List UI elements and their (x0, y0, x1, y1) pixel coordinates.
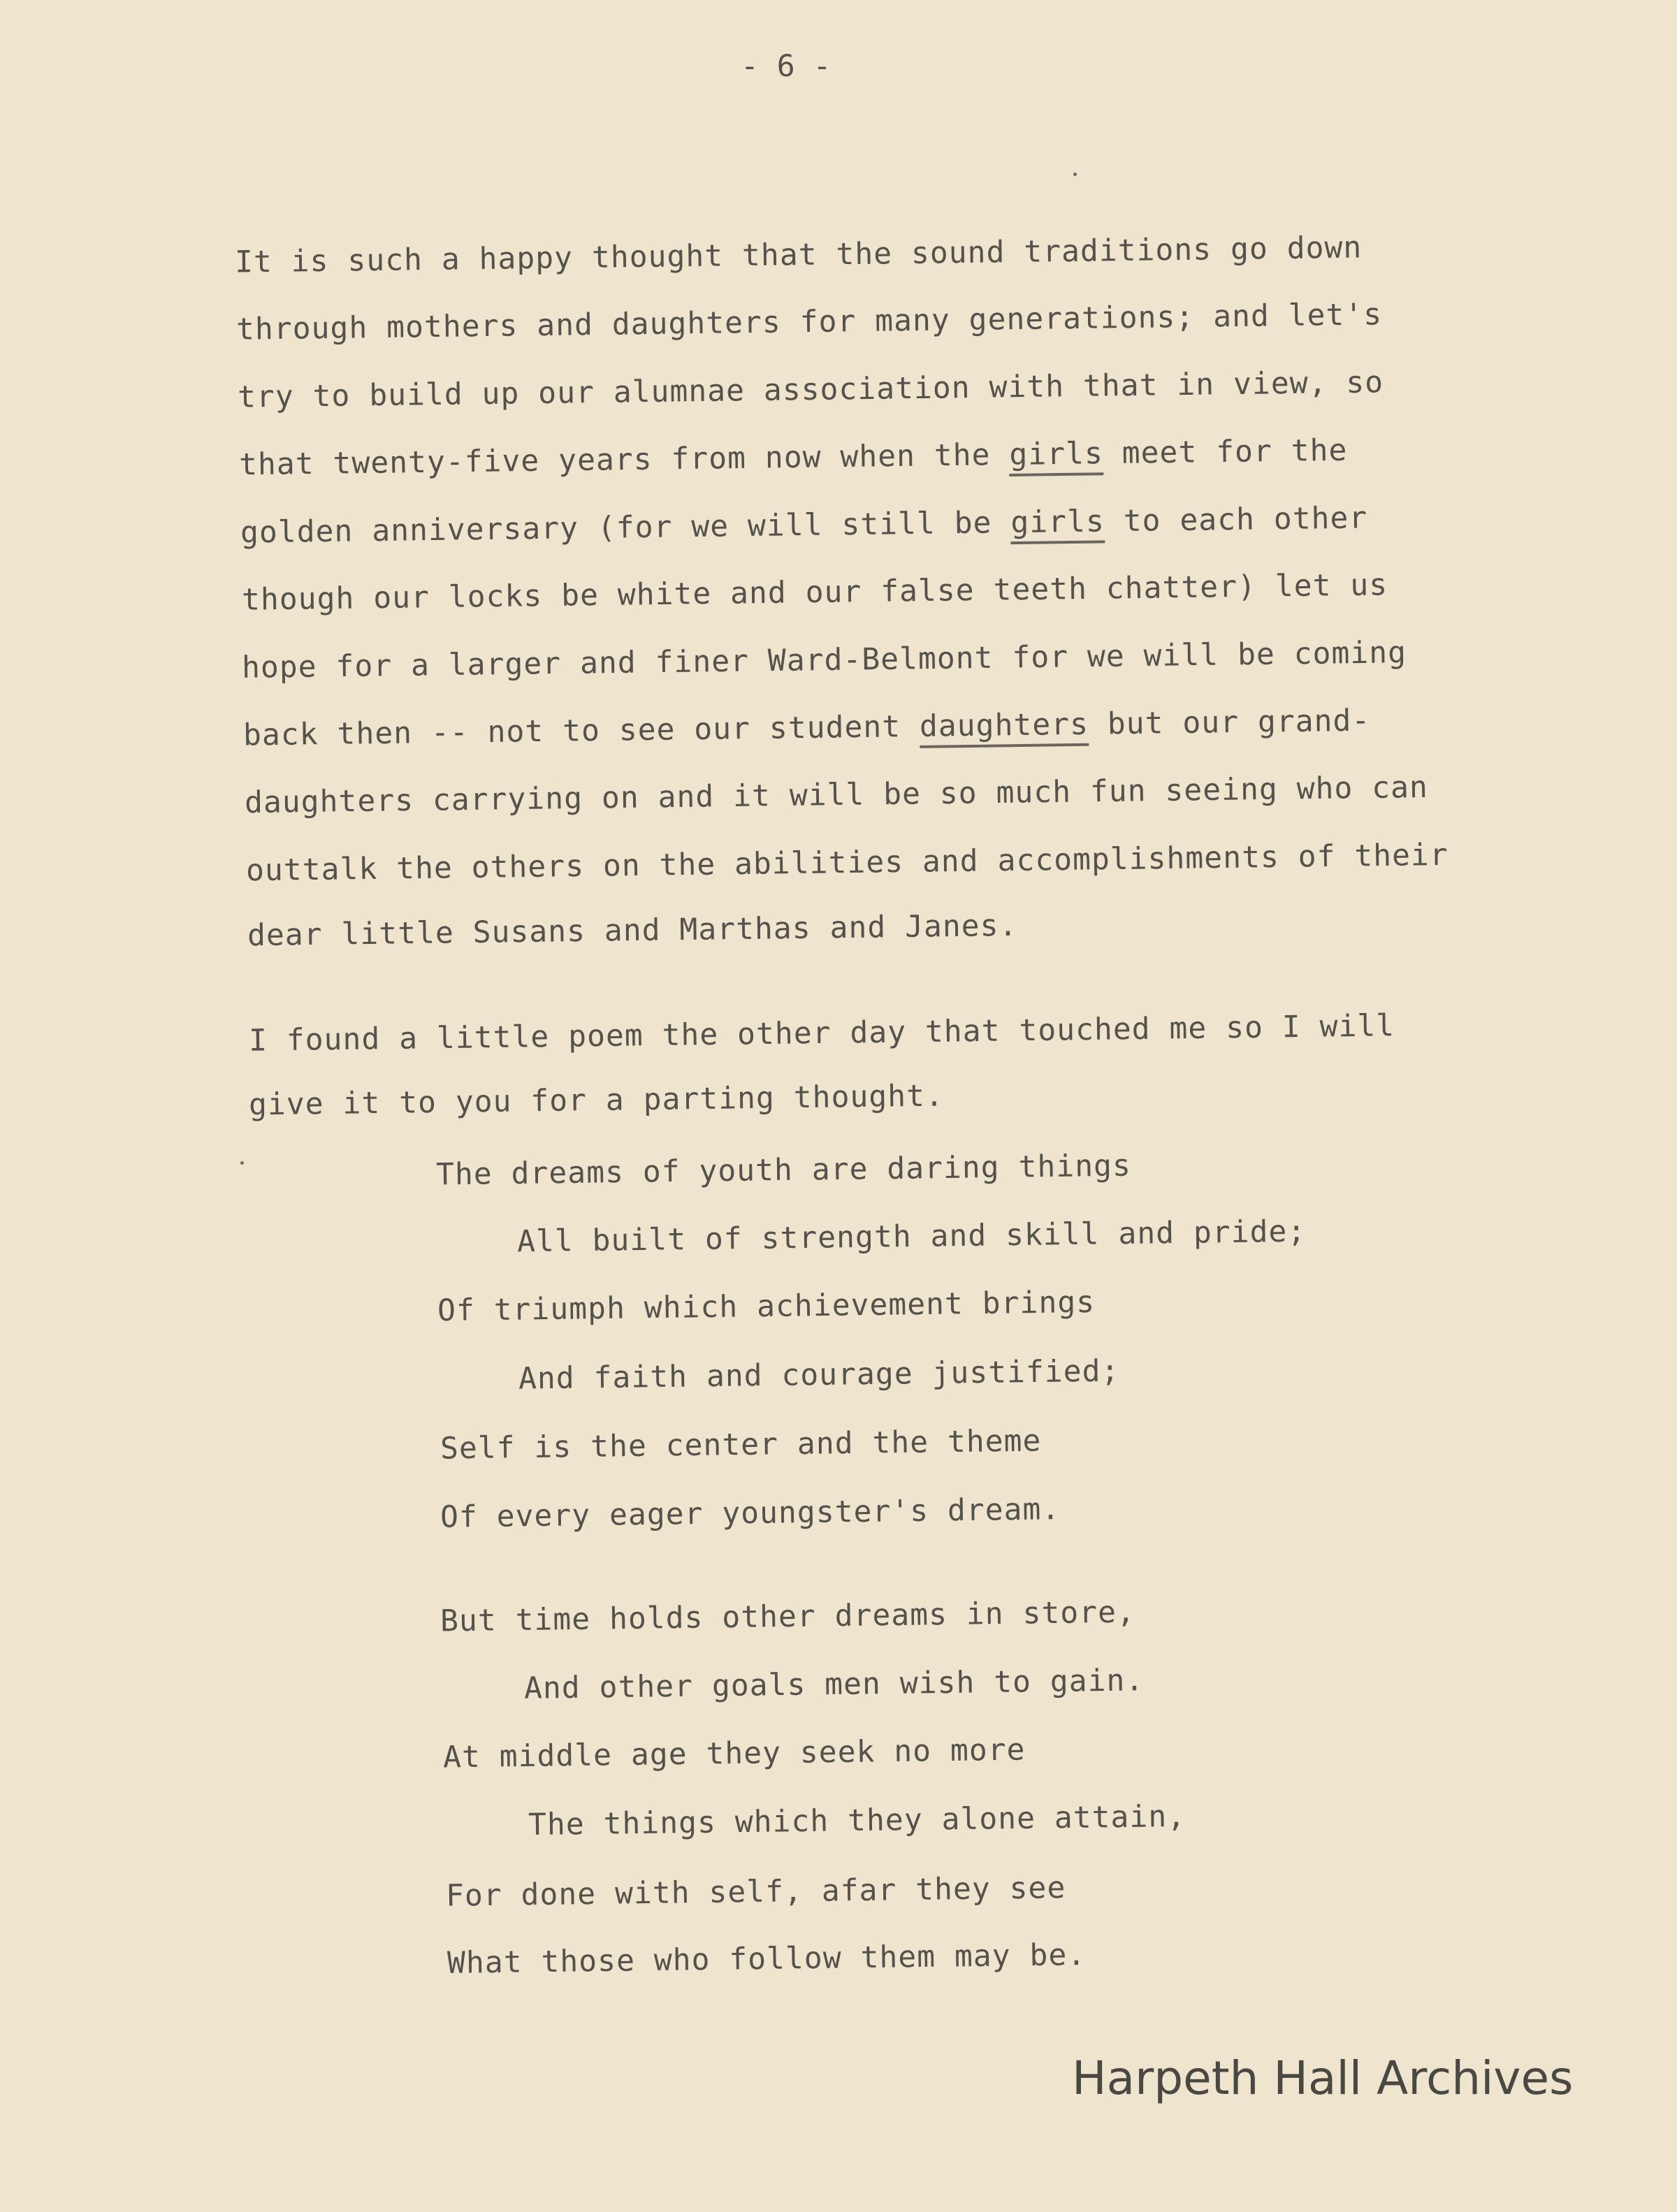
stray-mark (1073, 173, 1077, 176)
page-number: - 6 - (741, 49, 832, 84)
text-line: that twenty-five years from now when the girls meet for the (238, 432, 1348, 483)
text-line: It is such a happy thought that the sound traditions go down (234, 230, 1363, 280)
poem-line: And faith and courage justified; (518, 1353, 1120, 1397)
poem-line: What those who follow them may be. (447, 1937, 1087, 1981)
stray-mark (240, 1161, 244, 1165)
poem-line: At middle age they seek no more (442, 1732, 1026, 1775)
text-line: daughters carrying on and it will be so much fun seeing who can (244, 769, 1429, 821)
underlined-word: girls (1010, 504, 1105, 544)
underlined-word: girls (1009, 436, 1103, 476)
text-line: outtalk the others on the abilities and accomplishments of their (245, 837, 1449, 889)
poem-line: Self is the center and the theme (440, 1423, 1042, 1467)
poem-line: And other goals men wish to gain. (523, 1663, 1145, 1706)
text-line: through mothers and daughters for many generations; and let's (235, 297, 1383, 347)
underlined-word: daughters (920, 707, 1089, 748)
archive-watermark: Harpeth Hall Archives (1072, 2051, 1574, 2105)
text-line: golden anniversary (for we will still be girls to each other (240, 500, 1368, 551)
poem-line: But time holds other dreams in store, (440, 1594, 1136, 1639)
text-line: back then -- not to see our student daughters but our grand- (242, 703, 1371, 753)
poem-line: The things which they alone attain, (528, 1798, 1186, 1843)
text-line: hope for a larger and finer Ward-Belmont for we will be coming (241, 635, 1407, 685)
poem-line: The dreams of youth are daring things (435, 1148, 1132, 1193)
text-line: though our locks be white and our false teeth chatter) let us (241, 567, 1388, 618)
text-line: dear little Susans and Marthas and Janes. (247, 908, 1018, 954)
poem-line: Of triumph which achievement brings (437, 1284, 1096, 1329)
text-line: I found a little poem the other day that touched me so I will (248, 1008, 1395, 1058)
poem-line: Of every eager youngster's dream. (440, 1492, 1061, 1535)
poem-line: All built of strength and skill and pride; (516, 1214, 1307, 1260)
text-line: try to build up our alumnae association with that in view, so (237, 365, 1384, 415)
poem-line: For done with self, afar they see (445, 1870, 1066, 1914)
text-line: give it to you for a parting thought. (248, 1078, 945, 1123)
